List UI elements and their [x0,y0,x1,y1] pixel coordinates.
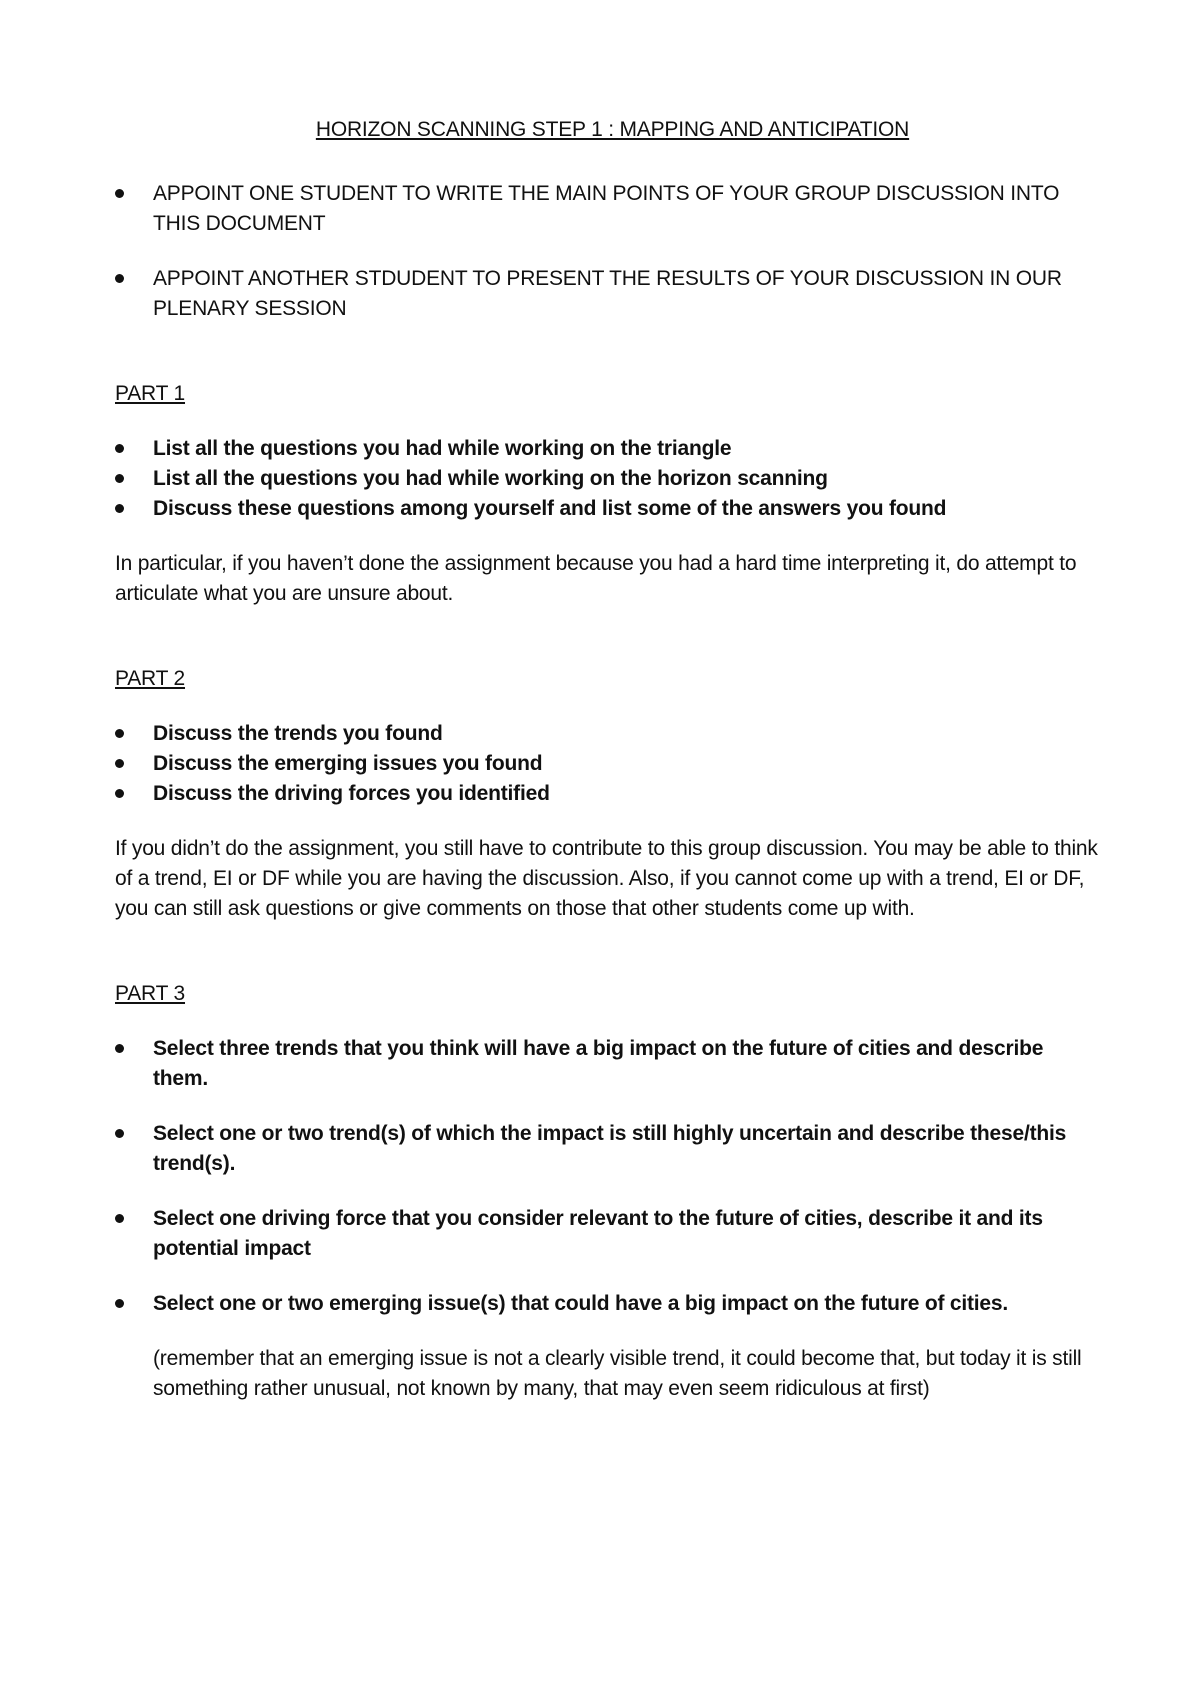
intro-item-text: APPOINT ONE STUDENT TO WRITE THE MAIN POINTS OF YOUR GROUP DISCUSSION INTO THIS DOCUMENT [153,182,1060,235]
intro-item-text: APPOINT ANOTHER STDUDENT TO PRESENT THE RESULTS OF YOUR DISCUSSION IN OUR PLENARY SESSION [153,267,1062,320]
bullet-icon [115,1214,124,1223]
part2-item-1 [115,719,1100,749]
bullet-icon [115,759,124,768]
part3-item-4 [115,1289,1100,1319]
document-title: HORIZON SCANNING STEP 1 : MAPPING AND ANTICIPATION [315,118,910,141]
part1-item-3 [115,494,1100,524]
part2-item-text: Discuss the emerging issues you found [153,752,543,775]
bullet-icon [115,1044,124,1053]
part1-item-2 [115,464,1100,494]
bullet-icon [115,189,124,198]
part1-item-text: Discuss these questions among yourself and list some of the answers you found [153,497,947,520]
part2-item-3 [115,779,1100,809]
intro-list [115,179,1100,324]
intro-item-2 [115,264,1100,324]
part1-item-1 [115,434,1100,464]
part2-heading: PART 2 [115,667,186,690]
part2-item-2 [115,749,1100,779]
part2-note: If you didn’t do the assignment, you still have to contribute to this group discussion. You may be able to think of a trend, EI or DF while you are having the discussion. Also, if you cannot come up with a trend, EI or DF, you can still ask questions or give comments on those that other students come up with. [115,837,1098,920]
part1-item-text: List all the questions you had while working on the horizon scanning [153,467,828,490]
part3-item-2 [115,1119,1100,1179]
bullet-icon [115,789,124,798]
bullet-icon [115,504,124,513]
bullet-icon [115,1299,124,1308]
part1-heading: PART 1 [115,382,186,405]
part3-item-3 [115,1204,1100,1264]
part1-list [115,434,1100,524]
document-body [115,115,1100,1404]
part3-note: (remember that an emerging issue is not a clearly visible trend, it could become that, but today it is still something rather unusual, not known by many, that may even seem ridiculous at first) [153,1347,1082,1400]
part3-item-1 [115,1034,1100,1094]
bullet-icon [115,474,124,483]
part3-item-text: Select three trends that you think will have a big impact on the future of cities and describe them. [153,1037,1044,1090]
part3-item-text: Select one or two trend(s) of which the impact is still highly uncertain and describe these/this trend(s). [153,1122,1067,1175]
part3-heading: PART 3 [115,982,186,1005]
part3-list [115,1034,1100,1319]
bullet-icon [115,274,124,283]
bullet-icon [115,444,124,453]
intro-item-1 [115,179,1100,239]
part3-item-text: Select one or two emerging issue(s) that could have a big impact on the future of cities. [153,1292,1009,1315]
part2-item-text: Discuss the driving forces you identified [153,782,550,805]
part2-item-text: Discuss the trends you found [153,722,443,745]
part2-list [115,719,1100,809]
part1-note: In particular, if you haven’t done the assignment because you had a hard time interpreting it, do attempt to articulate what you are unsure about. [115,552,1077,605]
part3-item-text: Select one driving force that you consider relevant to the future of cities, describe it and its potential impact [153,1207,1043,1260]
part1-item-text: List all the questions you had while working on the triangle [153,437,732,460]
bullet-icon [115,729,124,738]
bullet-icon [115,1129,124,1138]
